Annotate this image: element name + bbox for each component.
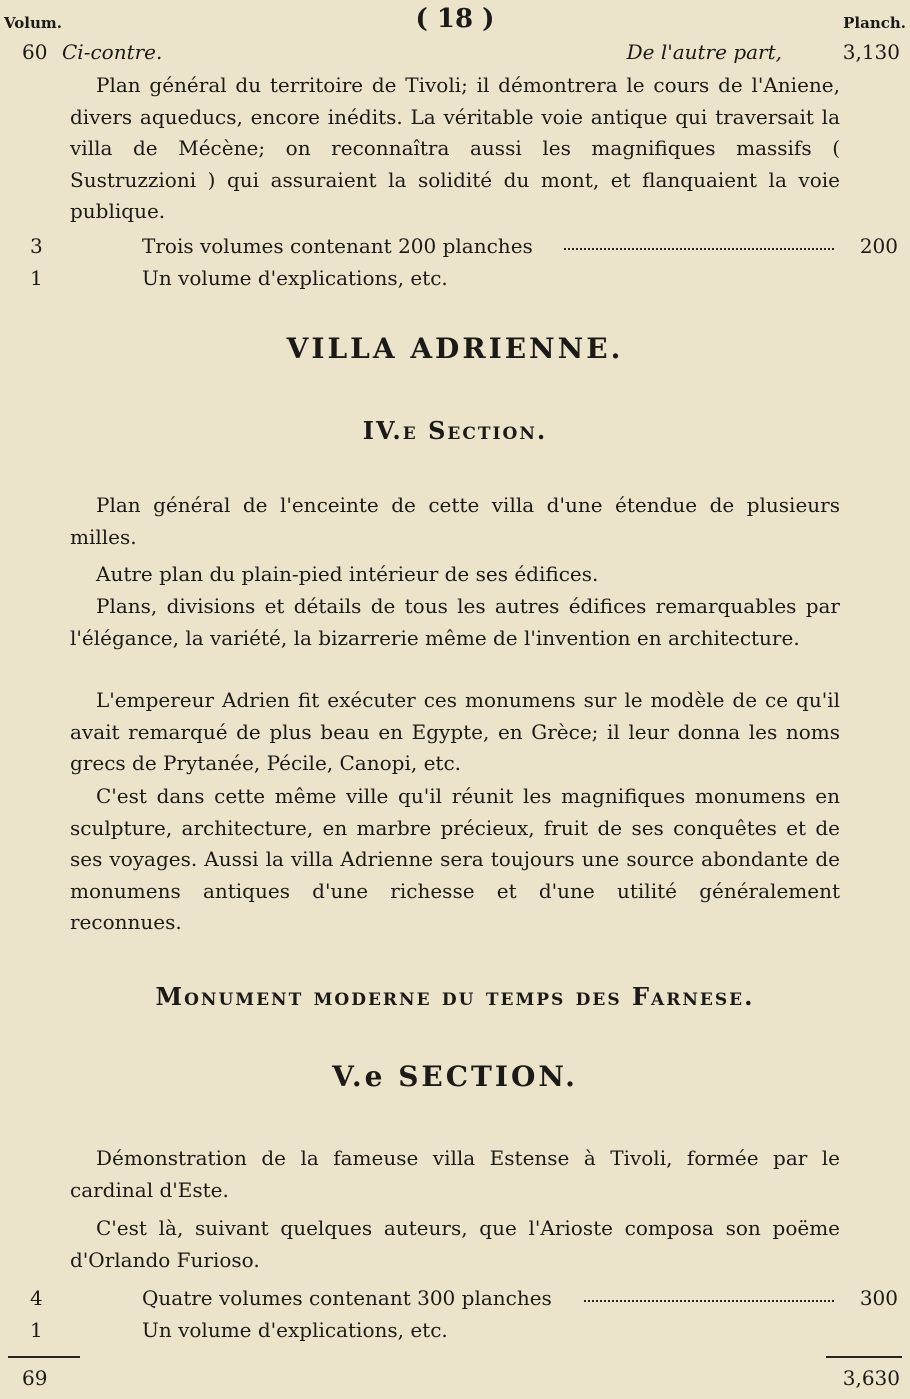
total-rule-left <box>8 1356 80 1358</box>
entry-row <box>0 1286 910 1318</box>
entry-volumes: 3 <box>30 234 43 258</box>
total-plates: 3,630 <box>842 1366 900 1390</box>
entry-text: Trois volumes contenant 200 planches <box>142 234 533 258</box>
total-rule-right <box>826 1356 902 1358</box>
villa-paragraph: Autre plan du plain-pied intérieur de ses édifices. <box>96 562 599 586</box>
villa-paragraph: Plan général de l'enceinte de cette villa d'une étendue de plusieurs milles. <box>70 493 840 549</box>
entry-volumes: 1 <box>30 266 43 290</box>
estense-paragraph: C'est là, suivant quelques auteurs, que l'Arioste composa son poëme d'Orlando Furioso. <box>70 1216 840 1272</box>
leader-dots <box>584 1300 834 1302</box>
section-iv-heading: IV.e Section. <box>362 416 548 445</box>
carry-right-value: 3,130 <box>842 40 900 64</box>
villa-paragraph: C'est dans cette même ville qu'il réunit les magnifiques monumens en sculpture, architecture, en marbre précieux, fruit de ses conquêtes et de ses voyages. Aussi la villa Adrienne sera toujours une source abondante de monumens antiques d'une richesse et d'une utilité généralement reconnues. <box>70 784 840 934</box>
entry-text: Un volume d'explications, etc. <box>142 266 448 290</box>
header-volumes-label: Volum. <box>4 14 62 32</box>
entry-text: Un volume d'explications, etc. <box>142 1318 448 1342</box>
carry-right-text: De l'autre part, <box>626 40 782 64</box>
entry-volumes: 4 <box>30 1286 43 1310</box>
estense-paragraph: Démonstration de la fameuse villa Estense à Tivoli, formée par le cardinal d'Este. <box>70 1146 840 1202</box>
entry-plates: 300 <box>859 1286 898 1310</box>
villa-paragraph: L'empereur Adrien fit exécuter ces monumens sur le modèle de ce qu'il avait remarqué de plus beau en Egypte, en Grèce; il leur donna les noms grecs de Prytanée, Pécile, Canopi, etc. <box>70 688 840 775</box>
leader-dots <box>564 248 834 250</box>
villa-paragraph: Plans, divisions et détails de tous les autres édifices remarquables par l'élégance, la variété, la bizarrerie même de l'invention en architecture. <box>70 594 840 650</box>
entry-row <box>0 266 910 298</box>
entry-row <box>0 1318 910 1350</box>
farnese-title: Monument moderne du temps des Farnese. <box>155 982 755 1011</box>
entry-text: Quatre volumes contenant 300 planches <box>142 1286 552 1310</box>
carry-left-text: Ci-contre. <box>62 40 163 64</box>
entry-volumes: 1 <box>30 1318 43 1342</box>
carry-volumes: 60 <box>22 40 48 64</box>
tivoli-paragraph: Plan général du territoire de Tivoli; il démontrera le cours de l'Aniene, divers aqueducs, encore inédits. La véritable voie antique qui traversait la villa de Mécène; on reconnaîtra aussi les magnifiques massifs ( Sustruzzioni ) qui assuraient la solidité du mont, et flanquaient la voie publique. <box>70 73 840 223</box>
header-plates-label: Planch. <box>843 14 906 32</box>
total-volumes: 69 <box>22 1366 48 1390</box>
entry-plates: 200 <box>859 234 898 258</box>
villa-adrienne-title: VILLA ADRIENNE. <box>286 332 624 365</box>
entry-row <box>0 234 910 266</box>
page-number: ( 18 ) <box>415 4 495 34</box>
section-v-heading: V.e SECTION. <box>332 1060 578 1093</box>
